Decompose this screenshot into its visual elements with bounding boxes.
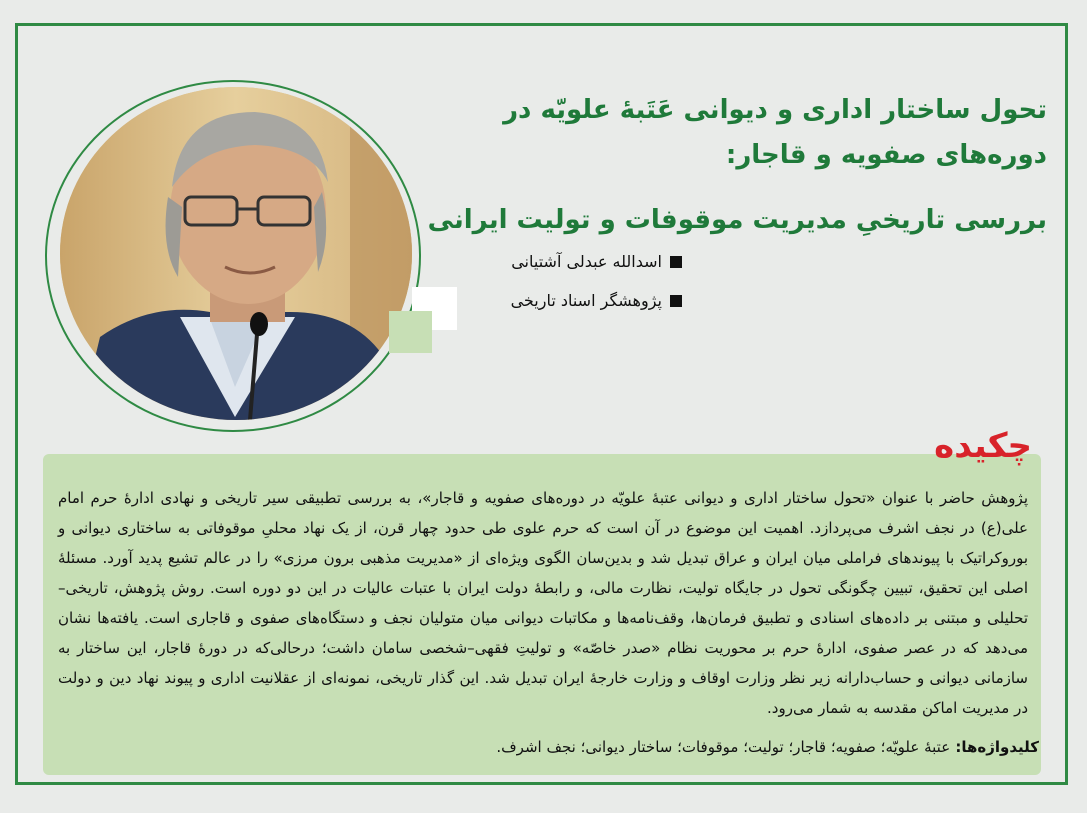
author-photo	[60, 87, 412, 420]
title-line-2: بررسی تاریخیِ مدیریت موقوفات و تولیت ایرانی	[427, 205, 1047, 235]
author-name: اسدالله عبدلی آشتیانی	[511, 252, 662, 271]
title-line-1: تحول ساختار اداری و دیوانی عَتَبهٔ علویّه در دوره‌های صفویه و قاجار:	[503, 95, 1047, 170]
decorative-square-green	[389, 311, 432, 353]
keywords-line	[79, 738, 1039, 756]
abstract-body: پژوهش حاضر با عنوان «تحول ساختار اداری و دیوانی عتبهٔ علویّه در دوره‌های صفویه و قاجار»، به بررسی تطبیقی سیر تاریخی و نهادی ادارهٔ حرم امام علی(ع) در نجف اشرف می‌پردازد. اهمیت این موضوع در آن است که حرم علوی طی حدود چهار قرن، از یک نهاد محلیِ موقوفاتی به ساختاری دیوانی و بوروکراتیک با پیوندهای فراملی میان ایران و عراق تبدیل شد و بدین‌سان الگوی ویژه‌ای از «مدیریت مذهبی برون مرزی» را در عالم تشیع پدید آورد. مسئلهٔ اصلی این تحقیق، تبیین چگونگی تحول در جایگاه تولیت، نظارت مالی، و رابطهٔ دولت ایران با عتبات عالیات در این دو دوره است. روش پژوهش، تاریخی–تحلیلی و مبتنی بر داده‌های اسنادی و تطبیق فرمان‌ها، وقف‌نامه‌ها و مکاتبات دیوانی میان متولیان نجف و دستگاه‌های صفوی و قاجاری است. یافته‌ها نشان می‌دهد که در عصر صفوی، ادارهٔ حرم بر محوریت نظام «صدر خاصّه» و تولیتِ فقهی–شخصی سامان داشت؛ درحالی‌که در دورهٔ قاجار، این ساختار به سازمانی دیوانی و حساب‌دارانه زیر نظر وزارت اوقاف و وزارت خارجهٔ ایران تبدیل شد. این گذار تاریخی، نمونه‌ای از عقلانیت اداری و پیوند نهاد دین و دولت در مدیریت اماکن مقدسه به شمار می‌رود.	[58, 489, 1028, 717]
bullet-square-icon	[670, 295, 682, 307]
author-role-row	[442, 291, 682, 310]
author-role: پژوهشگر اسناد تاریخی	[510, 291, 662, 310]
article-title	[387, 88, 1047, 243]
author-name-row	[442, 252, 682, 271]
bullet-square-icon	[670, 256, 682, 268]
abstract-heading: چکیده	[934, 426, 1032, 466]
keywords-list: عتبهٔ علویّه؛ صفویه؛ قاجار؛ تولیت؛ موقوفات؛ ساختار دیوانی؛ نجف اشرف.	[496, 738, 951, 756]
keywords-label: کلیدواژه‌ها:	[955, 738, 1039, 756]
